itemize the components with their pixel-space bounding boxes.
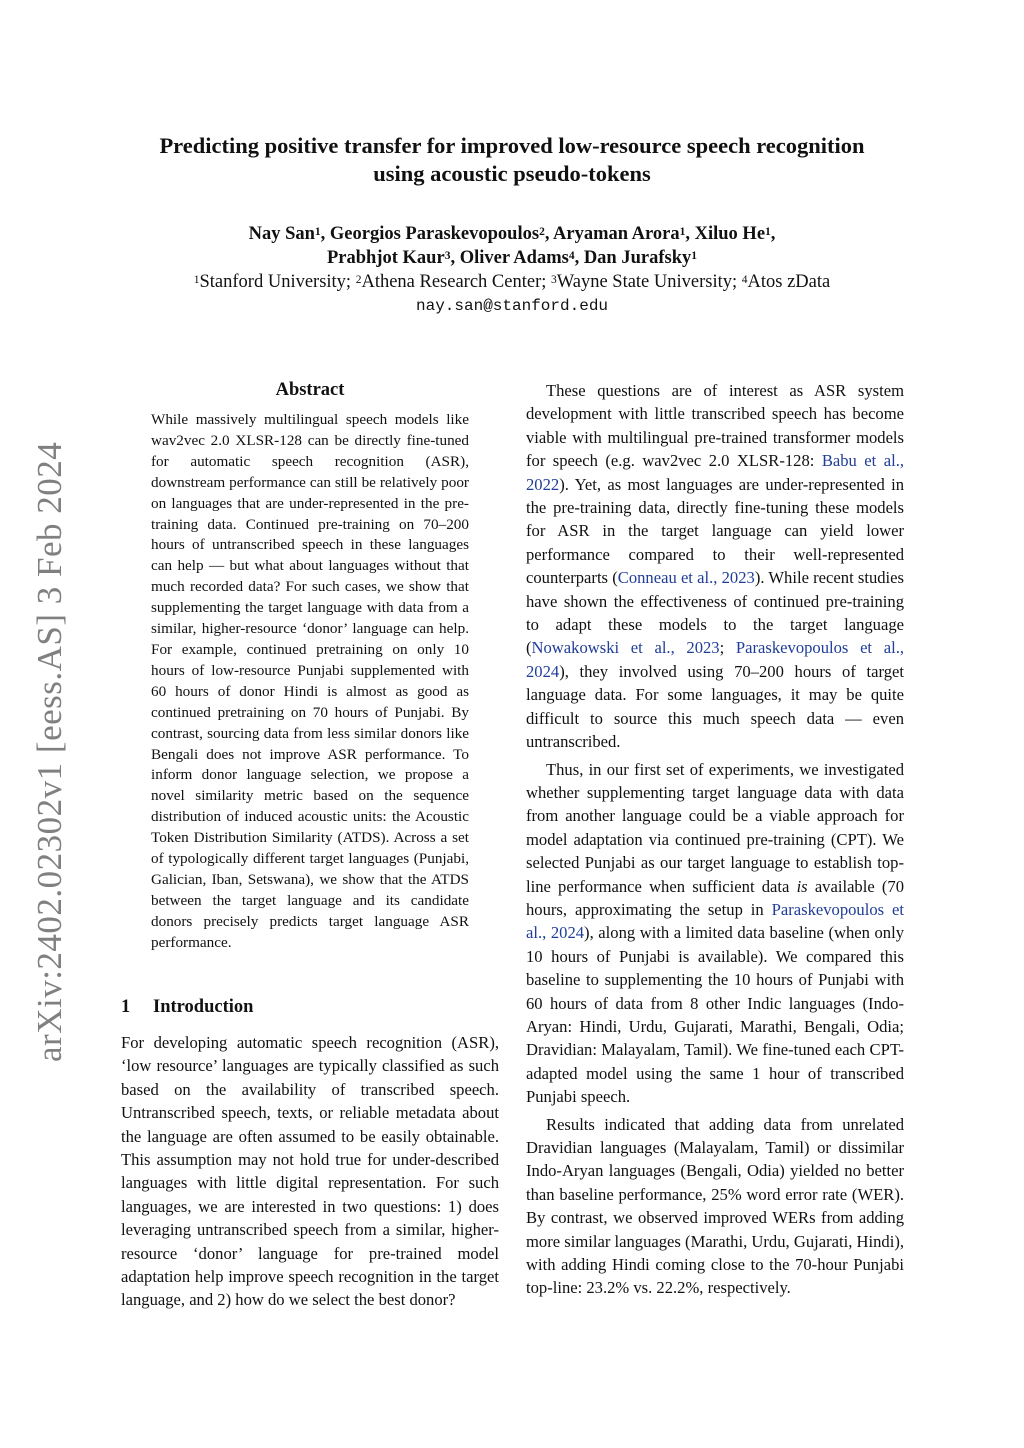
author-name: Georgios Paraskevopoulos <box>329 224 540 244</box>
affiliations: $^1$Stanford University; $^2$Athena Research Center; $^3$Wayne State University; $^4$Atos zData <box>193 272 831 292</box>
author-affil-mark: 1 <box>679 226 686 238</box>
citation-link[interactable]: Nowakowski et al., 2023 <box>531 638 720 658</box>
right-column <box>526 379 904 1300</box>
author-name: Oliver Adams <box>459 248 569 268</box>
section-title: Introduction <box>153 997 254 1017</box>
contact-email[interactable]: nay.san@stanford.edu <box>415 297 609 315</box>
intro-paragraph-3: Thus, in our first set of experiments, we investigated whether supplementing target language data with data from another language could be a viable approach for model adaptation via continued pre-training (CPT). We selected Punjabi as our target language to establish top-line performance when sufficient data is available (70 hours, approximating the setup in Paraskevopoulos et al., 2024), along with a limited data baseline (when only 10 hours of Punjabi is available). We compared this baseline to supplementing the 10 hours of Punjabi with 60 hours of data from 8 other Indic languages (Indo-Aryan: Hindi, Urdu, Gujarati, Marathi, Bengali, Odia; Dravidian: Malayalam, Tamil). We fine-tuned each CPT-adapted model using the same 1 hour of transcribed Punjabi speech. <box>526 759 905 1107</box>
arxiv-stamp: arXiv:2402.02302v1 [eess.AS] 3 Feb 2024 <box>30 441 69 1062</box>
section-number: 1 <box>121 997 131 1017</box>
author-name: Aryaman Arora <box>553 224 680 244</box>
author-affil-mark: 3 <box>444 250 451 262</box>
citation-link[interactable]: Paraskevopoulos et al., 2024 <box>526 899 904 943</box>
citation-link[interactable]: Conneau et al., 2023 <box>617 568 755 588</box>
title-line-2: using acoustic pseudo-tokens <box>373 161 651 186</box>
abstract-heading: Abstract <box>275 380 345 400</box>
intro-paragraph-1: For developing automatic speech recognition (ASR), ‘low resource’ languages are typically classified as such based on the availability of transcribed speech. Untranscribed speech, texts, or reliable metadata about the language are often assumed to be easily obtainable. This assumption may not hold true for under-described languages with little digital representation. For such languages, we are interested in two questions: 1) does leveraging untranscribed speech from a similar, higher-resource ‘donor’ language for pre-trained model adaptation help improve speech recognition in the target language, and 2) how do we select the best donor? <box>121 1033 499 1310</box>
author-list <box>100 222 924 270</box>
author-name: Xiluo He <box>694 224 766 244</box>
left-column <box>121 1031 499 1312</box>
citation-link[interactable]: Babu et al., 2022 <box>526 451 904 494</box>
paper-title <box>100 132 924 188</box>
emphasis: is <box>796 876 808 896</box>
author-affil-mark: 2 <box>539 226 545 238</box>
author-affil-mark: 1 <box>314 226 321 238</box>
author-name: Dan Jurafsky <box>583 248 692 268</box>
title-line-1: Predicting positive transfer for improved low-resource speech recognition <box>159 133 865 158</box>
author-line-1: Nay San$^1$, Georgios Paraskevopoulos$^2$, Aryaman Arora$^1$, Xiluo He$^1$, <box>248 224 776 244</box>
citation-link[interactable]: Paraskevopoulos et al., 2024 <box>526 638 905 681</box>
intro-paragraph-4: Results indicated that adding data from unrelated Dravidian languages (Malayalam, Tamil) or dissimilar Indo-Aryan languages (Bengali, Odia) yielded no better than baseline performance, 25% word error rate (WER). By contrast, we observed improved WERs from adding more similar languages (Marathi, Urdu, Gujarati, Hindi), with adding Hindi coming close to the 70-hour Punjabi top-line: 23.2% vs. 22.2%, respectively. <box>526 1114 904 1298</box>
section-heading-introduction <box>121 995 501 1019</box>
abstract-text: While massively multilingual speech models like wav2vec 2.0 XLSR-128 can be directly fine-tuned for automatic speech recognition (ASR), downstream performance can still be relatively poor on languages that are under-represented in the pre-training data. Continued pre-training on 70–200 hours of untranscribed speech in these languages can help — but what about languages without that much recorded data? For such cases, we show that supplementing the target language with data from a similar, higher-resource ‘donor’ language can help. For example, continued pretraining on only 10 hours of low-resource Punjabi supplemented with 60 hours of donor Hindi is almost as good as continued pretraining on 70 hours of Punjabi. By contrast, sourcing data from less similar donors like Bengali does not improve ASR performance. To inform donor language selection, we propose a novel similarity metric based on the sequence distribution of induced acoustic units: the Acoustic Token Distribution Similarity (ATDS). Across a set of typologically different target languages (Punjabi, Galician, Iban, Setswana), we show that the ATDS between the target language and its candidate donors precisely predicts target language ASR performance. <box>151 411 469 951</box>
author-name: Nay San <box>248 224 315 244</box>
author-name: Prabhjot Kaur <box>327 248 445 268</box>
author-affil-mark: 1 <box>691 250 697 262</box>
intro-paragraph-2: These questions are of interest as ASR system development with little transcribed speech has become viable with multilingual pre-trained transformer models for speech (e.g. wav2vec 2.0 XLSR-128: Babu et al., 2022). Yet, as most languages are under-represented in the pre-training data, directly fine-tuning these models for ASR in the target language can yield lower performance compared to their well-represented counterparts (Conneau et al., 2023). While recent studies have shown the effectiveness of continued pre-training to adapt these models to the target language (Nowakowski et al., 2023; Paraskevopoulos et al., 2024), they involved using 70–200 hours of target language data. For some languages, it may be quite difficult to source this much speech data — even untranscribed. <box>526 381 905 752</box>
author-affil-mark: 4 <box>568 250 575 262</box>
author-affil-mark: 1 <box>765 226 771 238</box>
author-line-2: Prabhjot Kaur$^3$, Oliver Adams$^4$, Dan Jurafsky$^1$ <box>327 248 697 268</box>
